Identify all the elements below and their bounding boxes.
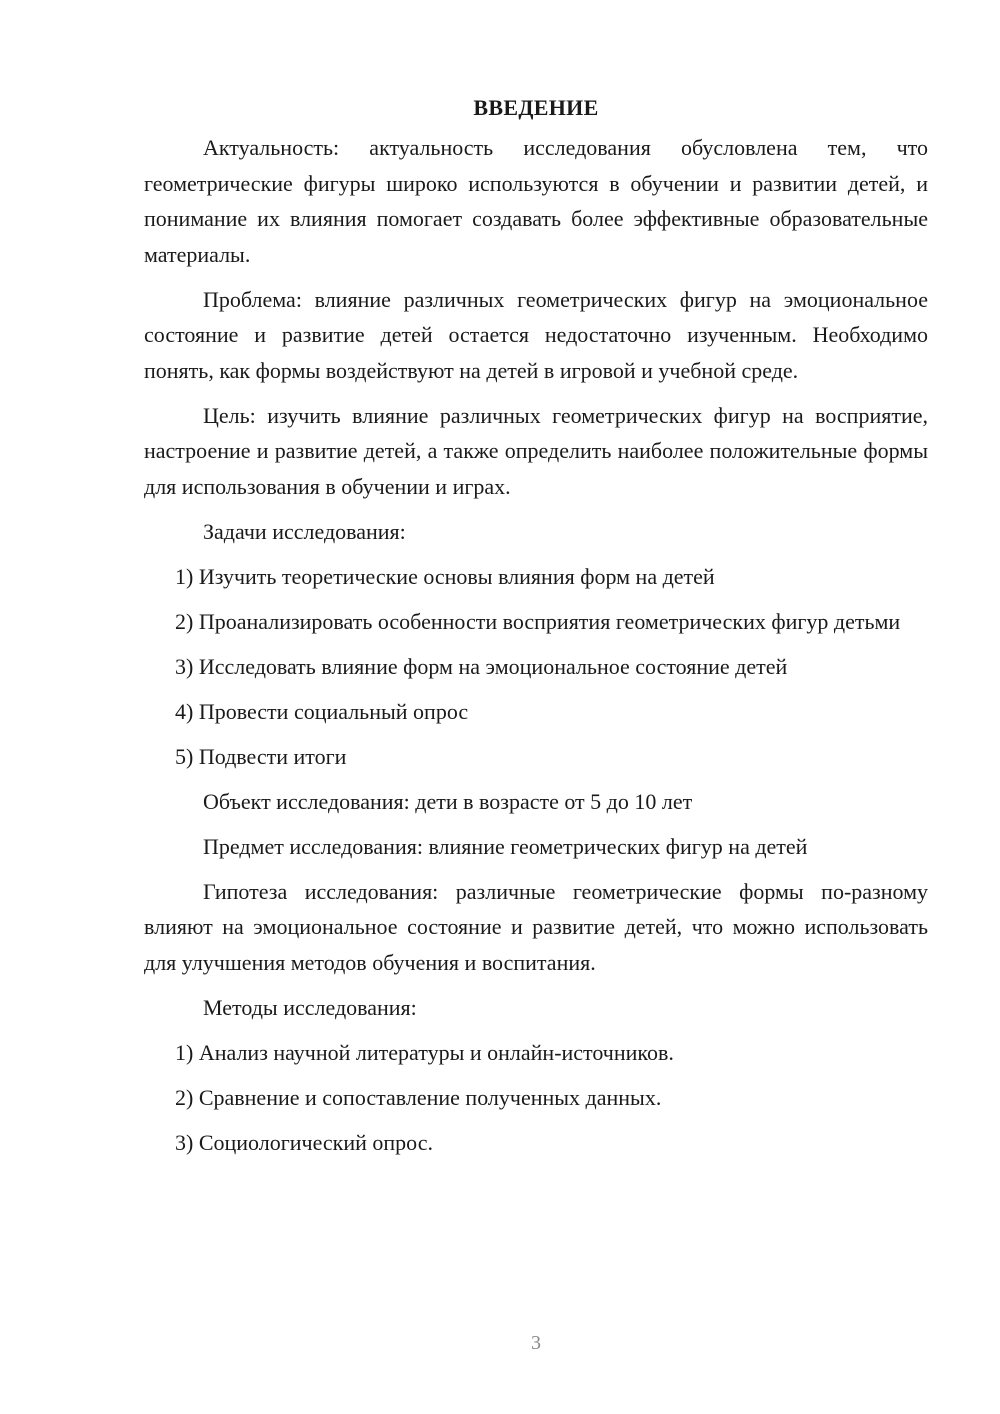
paragraph-problem: Проблема: влияние различных геометрических фигур на эмоциональное состояние и развитие детей остается недостаточно изученным. Необходимо понять, как формы воздействуют на детей в игровой и учебной среде. bbox=[144, 286, 928, 383]
list-item-task-4: 4) Провести социальный опрос bbox=[175, 698, 469, 724]
list-item-method-1: 1) Анализ научной литературы и онлайн-источников. bbox=[175, 1039, 674, 1065]
paragraph-object: Объект исследования: дети в возрасте от 5 до 10 лет bbox=[203, 788, 693, 814]
list-item-task-2: 2) Проанализировать особенности восприятия геометрических фигур детьми bbox=[175, 608, 901, 634]
list-item-task-1: 1) Изучить теоретические основы влияния форм на детей bbox=[175, 563, 715, 589]
list-item-method-2: 2) Сравнение и сопоставление полученных данных. bbox=[175, 1084, 662, 1110]
document-page bbox=[144, 90, 928, 1160]
paragraph-methods-heading: Методы исследования: bbox=[203, 994, 417, 1020]
paragraph-subject: Предмет исследования: влияние геометрических фигур на детей bbox=[203, 833, 808, 859]
list-item-method-3: 3) Социологический опрос. bbox=[175, 1129, 433, 1155]
paragraph-hypothesis: Гипотеза исследования: различные геометрические формы по-разному влияют на эмоциональное состояние и развитие детей, что можно использовать для улучшения методов обучения и воспитания. bbox=[144, 878, 928, 975]
list-item-task-5: 5) Подвести итоги bbox=[175, 743, 347, 769]
paragraph-tasks-heading: Задачи исследования: bbox=[203, 518, 406, 544]
section-heading: ВВЕДЕНИЕ bbox=[473, 95, 599, 120]
paragraph-relevance: Актуальность: актуальность исследования обусловлена тем, что геометрические фигуры широко используются в обучении и развитии детей, и понимание их влияния помогает создавать более эффективные образовательные материалы. bbox=[144, 135, 928, 267]
page-number: 3 bbox=[531, 1332, 541, 1354]
paragraph-goal: Цель: изучить влияние различных геометрических фигур на восприятие, настроение и развитие детей, а также определить наиболее положительные формы для использования в обучении и играх. bbox=[144, 402, 928, 499]
list-item-task-3: 3) Исследовать влияние форм на эмоциональное состояние детей bbox=[175, 653, 788, 679]
